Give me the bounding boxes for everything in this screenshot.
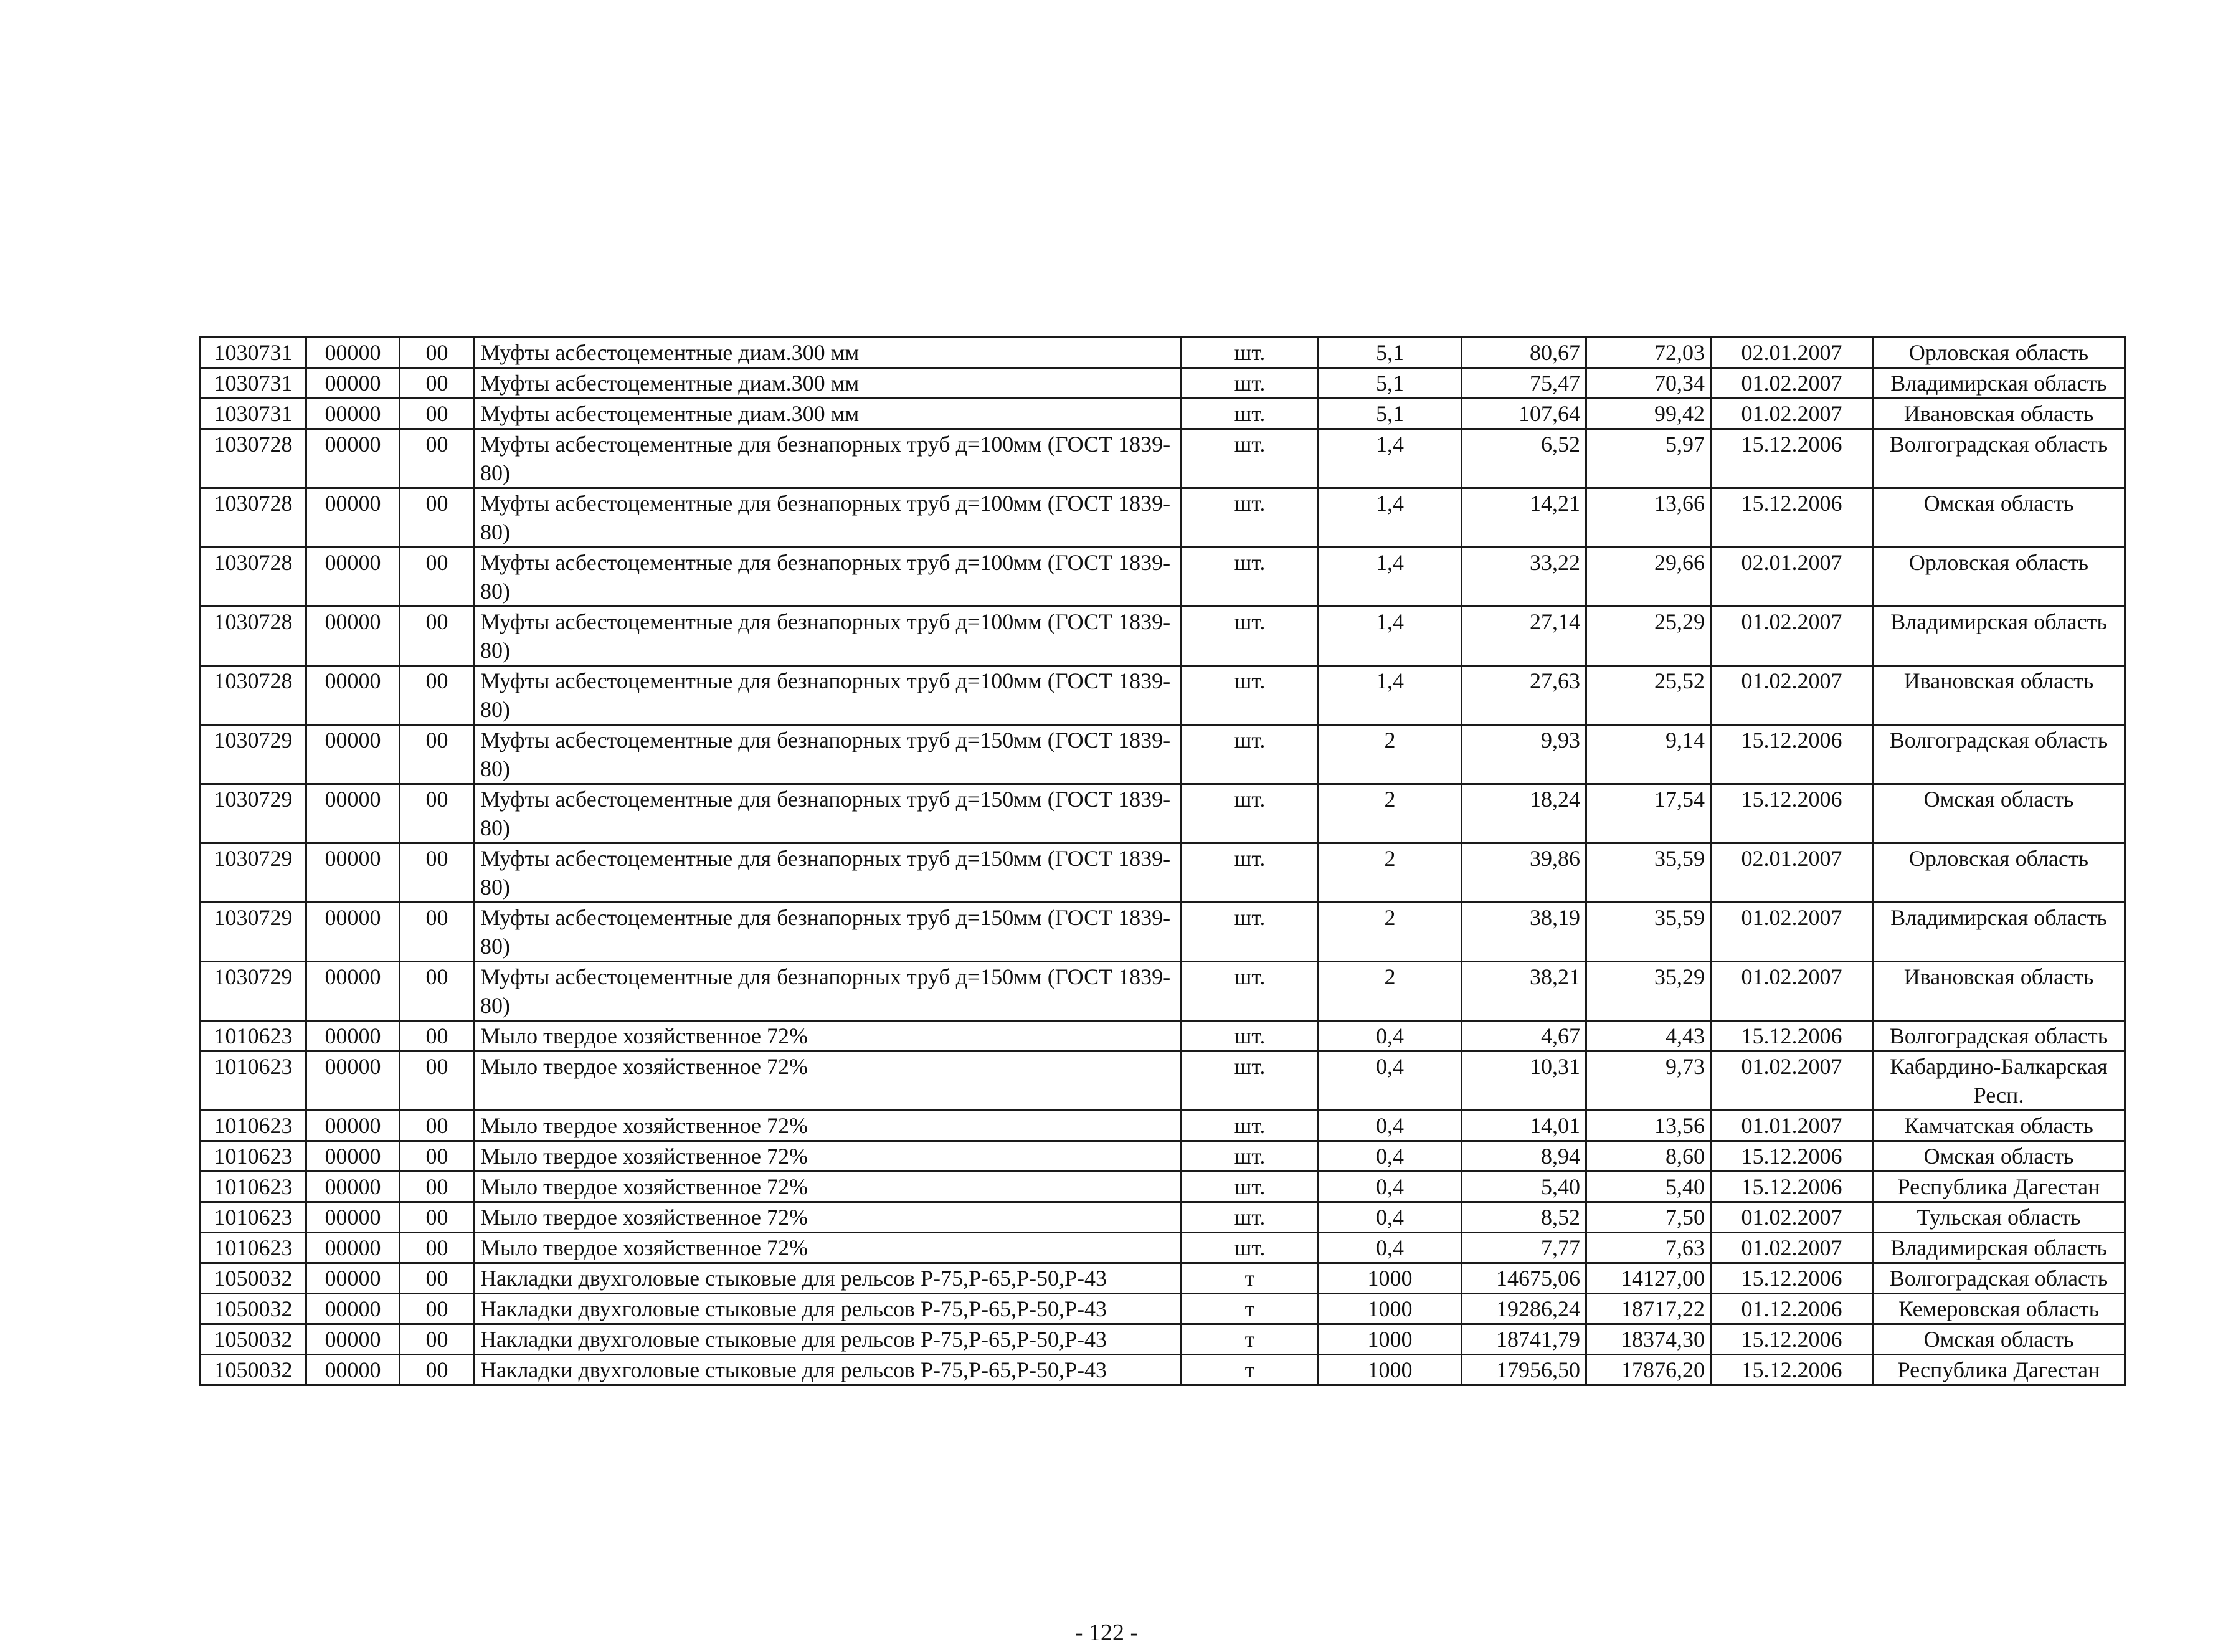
table-row: [201, 1233, 2125, 1263]
cell-code: 1030728: [201, 548, 306, 607]
cell-price1: 4,67: [1462, 1021, 1586, 1051]
cell-sub: 00000: [306, 1141, 400, 1172]
cell-qty: 5,1: [1319, 368, 1462, 399]
cell-sub: 00000: [306, 1111, 400, 1141]
cell-region: Владимирская область: [1873, 903, 2125, 962]
cell-qty: 2: [1319, 903, 1462, 962]
cell-region: Кабардино-Балкарская Респ.: [1873, 1051, 2125, 1111]
cell-name: Муфты асбестоцементные для безнапорных труб д=150мм (ГОСТ 1839-80): [475, 962, 1182, 1021]
cell-sub2: 00: [400, 1324, 475, 1355]
cell-price2: 14127,00: [1586, 1263, 1711, 1294]
cell-price2: 18374,30: [1586, 1324, 1711, 1355]
cell-qty: 1,4: [1319, 548, 1462, 607]
cell-unit: т: [1182, 1294, 1319, 1324]
cell-price1: 38,19: [1462, 903, 1586, 962]
table-row: [201, 1294, 2125, 1324]
cell-code: 1010623: [201, 1051, 306, 1111]
cell-code: 1030728: [201, 429, 306, 488]
table-row: [201, 1355, 2125, 1385]
cell-date: 15.12.2006: [1711, 725, 1873, 784]
cell-code: 1010623: [201, 1202, 306, 1233]
table-row: [201, 962, 2125, 1021]
cell-region: Ивановская область: [1873, 962, 2125, 1021]
cell-unit: шт.: [1182, 338, 1319, 368]
cell-price2: 9,14: [1586, 725, 1711, 784]
cell-unit: шт.: [1182, 1233, 1319, 1263]
cell-sub: 00000: [306, 368, 400, 399]
cell-unit: т: [1182, 1263, 1319, 1294]
cell-region: Омская область: [1873, 1324, 2125, 1355]
table-row: [201, 843, 2125, 903]
table-row: [201, 1263, 2125, 1294]
cell-qty: 1,4: [1319, 429, 1462, 488]
cell-code: 1050032: [201, 1324, 306, 1355]
cell-price2: 5,40: [1586, 1172, 1711, 1202]
cell-sub: 00000: [306, 1355, 400, 1385]
cell-name: Мыло твердое хозяйственное 72%: [475, 1202, 1182, 1233]
cell-price1: 80,67: [1462, 338, 1586, 368]
cell-region: Владимирская область: [1873, 1233, 2125, 1263]
cell-sub2: 00: [400, 843, 475, 903]
cell-price2: 9,73: [1586, 1051, 1711, 1111]
price-table: [199, 336, 2126, 1386]
cell-price2: 70,34: [1586, 368, 1711, 399]
cell-unit: шт.: [1182, 399, 1319, 429]
cell-code: 1010623: [201, 1141, 306, 1172]
cell-unit: шт.: [1182, 1111, 1319, 1141]
cell-price2: 7,50: [1586, 1202, 1711, 1233]
cell-sub: 00000: [306, 607, 400, 666]
cell-sub: 00000: [306, 1263, 400, 1294]
cell-name: Муфты асбестоцементные для безнапорных труб д=100мм (ГОСТ 1839-80): [475, 607, 1182, 666]
cell-unit: т: [1182, 1355, 1319, 1385]
cell-date: 15.12.2006: [1711, 1263, 1873, 1294]
cell-price1: 7,77: [1462, 1233, 1586, 1263]
cell-code: 1030728: [201, 488, 306, 548]
cell-qty: 2: [1319, 784, 1462, 843]
cell-sub2: 00: [400, 429, 475, 488]
cell-region: Волгоградская область: [1873, 1263, 2125, 1294]
cell-price2: 18717,22: [1586, 1294, 1711, 1324]
cell-name: Муфты асбестоцементные диам.300 мм: [475, 338, 1182, 368]
cell-code: 1030728: [201, 607, 306, 666]
cell-sub2: 00: [400, 488, 475, 548]
cell-code: 1050032: [201, 1294, 306, 1324]
cell-qty: 0,4: [1319, 1202, 1462, 1233]
cell-sub2: 00: [400, 368, 475, 399]
cell-date: 15.12.2006: [1711, 784, 1873, 843]
cell-sub2: 00: [400, 962, 475, 1021]
cell-region: Волгоградская область: [1873, 1021, 2125, 1051]
cell-name: Муфты асбестоцементные для безнапорных труб д=150мм (ГОСТ 1839-80): [475, 843, 1182, 903]
cell-name: Накладки двухголовые стыковые для рельсов Р-75,Р-65,Р-50,Р-43: [475, 1324, 1182, 1355]
cell-price1: 27,63: [1462, 666, 1586, 725]
cell-qty: 1000: [1319, 1263, 1462, 1294]
table-body: [201, 338, 2125, 1385]
cell-sub2: 00: [400, 1172, 475, 1202]
cell-sub2: 00: [400, 338, 475, 368]
cell-qty: 1,4: [1319, 666, 1462, 725]
cell-sub2: 00: [400, 725, 475, 784]
cell-date: 02.01.2007: [1711, 548, 1873, 607]
cell-date: 01.02.2007: [1711, 1233, 1873, 1263]
cell-sub2: 00: [400, 1233, 475, 1263]
cell-qty: 2: [1319, 843, 1462, 903]
cell-code: 1010623: [201, 1111, 306, 1141]
table-row: [201, 1172, 2125, 1202]
cell-date: 01.02.2007: [1711, 399, 1873, 429]
cell-date: 01.02.2007: [1711, 1202, 1873, 1233]
cell-name: Мыло твердое хозяйственное 72%: [475, 1051, 1182, 1111]
cell-price1: 38,21: [1462, 962, 1586, 1021]
table-row: [201, 903, 2125, 962]
cell-name: Мыло твердое хозяйственное 72%: [475, 1141, 1182, 1172]
cell-date: 01.02.2007: [1711, 1051, 1873, 1111]
cell-unit: шт.: [1182, 962, 1319, 1021]
cell-name: Муфты асбестоцементные для безнапорных труб д=100мм (ГОСТ 1839-80): [475, 429, 1182, 488]
cell-date: 15.12.2006: [1711, 1324, 1873, 1355]
cell-region: Республика Дагестан: [1873, 1355, 2125, 1385]
table-row: [201, 1324, 2125, 1355]
cell-date: 01.01.2007: [1711, 1111, 1873, 1141]
cell-sub2: 00: [400, 1111, 475, 1141]
cell-region: Камчатская область: [1873, 1111, 2125, 1141]
cell-code: 1050032: [201, 1355, 306, 1385]
cell-region: Волгоградская область: [1873, 429, 2125, 488]
cell-sub2: 00: [400, 1263, 475, 1294]
cell-qty: 1,4: [1319, 607, 1462, 666]
cell-code: 1030728: [201, 666, 306, 725]
table-row: [201, 548, 2125, 607]
cell-date: 01.02.2007: [1711, 962, 1873, 1021]
cell-sub: 00000: [306, 784, 400, 843]
cell-sub: 00000: [306, 1021, 400, 1051]
cell-sub: 00000: [306, 725, 400, 784]
cell-code: 1010623: [201, 1233, 306, 1263]
cell-sub: 00000: [306, 1294, 400, 1324]
table-row: [201, 338, 2125, 368]
cell-price1: 8,52: [1462, 1202, 1586, 1233]
cell-unit: шт.: [1182, 784, 1319, 843]
cell-sub: 00000: [306, 1051, 400, 1111]
cell-unit: шт.: [1182, 429, 1319, 488]
cell-sub2: 00: [400, 1202, 475, 1233]
cell-qty: 1000: [1319, 1324, 1462, 1355]
cell-price2: 13,56: [1586, 1111, 1711, 1141]
cell-code: 1030729: [201, 962, 306, 1021]
cell-sub: 00000: [306, 1202, 400, 1233]
cell-price1: 18741,79: [1462, 1324, 1586, 1355]
table-row: [201, 1111, 2125, 1141]
cell-price1: 10,31: [1462, 1051, 1586, 1111]
cell-sub2: 00: [400, 666, 475, 725]
cell-price2: 8,60: [1586, 1141, 1711, 1172]
cell-unit: шт.: [1182, 488, 1319, 548]
cell-sub2: 00: [400, 1294, 475, 1324]
cell-unit: шт.: [1182, 1141, 1319, 1172]
cell-unit: шт.: [1182, 1172, 1319, 1202]
cell-date: 02.01.2007: [1711, 843, 1873, 903]
cell-code: 1030731: [201, 368, 306, 399]
cell-region: Владимирская область: [1873, 368, 2125, 399]
cell-region: Орловская область: [1873, 548, 2125, 607]
table-row: [201, 1141, 2125, 1172]
cell-price1: 6,52: [1462, 429, 1586, 488]
cell-price1: 18,24: [1462, 784, 1586, 843]
cell-price2: 35,59: [1586, 843, 1711, 903]
cell-name: Муфты асбестоцементные для безнапорных труб д=100мм (ГОСТ 1839-80): [475, 488, 1182, 548]
cell-price2: 25,52: [1586, 666, 1711, 725]
cell-unit: шт.: [1182, 1051, 1319, 1111]
cell-price2: 7,63: [1586, 1233, 1711, 1263]
cell-sub: 00000: [306, 903, 400, 962]
cell-sub: 00000: [306, 548, 400, 607]
cell-sub2: 00: [400, 1141, 475, 1172]
cell-name: Муфты асбестоцементные для безнапорных труб д=100мм (ГОСТ 1839-80): [475, 548, 1182, 607]
cell-qty: 0,4: [1319, 1051, 1462, 1111]
cell-sub: 00000: [306, 338, 400, 368]
cell-name: Муфты асбестоцементные диам.300 мм: [475, 399, 1182, 429]
cell-sub: 00000: [306, 666, 400, 725]
cell-price1: 9,93: [1462, 725, 1586, 784]
cell-name: Накладки двухголовые стыковые для рельсов Р-75,Р-65,Р-50,Р-43: [475, 1355, 1182, 1385]
cell-qty: 2: [1319, 962, 1462, 1021]
cell-unit: шт.: [1182, 1202, 1319, 1233]
cell-unit: шт.: [1182, 1021, 1319, 1051]
cell-date: 15.12.2006: [1711, 1355, 1873, 1385]
cell-sub: 00000: [306, 843, 400, 903]
table-row: [201, 1021, 2125, 1051]
cell-sub2: 00: [400, 399, 475, 429]
cell-code: 1030731: [201, 399, 306, 429]
cell-qty: 0,4: [1319, 1172, 1462, 1202]
cell-qty: 5,1: [1319, 399, 1462, 429]
cell-qty: 2: [1319, 725, 1462, 784]
cell-price1: 39,86: [1462, 843, 1586, 903]
cell-price2: 13,66: [1586, 488, 1711, 548]
cell-name: Мыло твердое хозяйственное 72%: [475, 1021, 1182, 1051]
cell-code: 1050032: [201, 1263, 306, 1294]
cell-region: Тульская область: [1873, 1202, 2125, 1233]
cell-region: Омская область: [1873, 488, 2125, 548]
cell-name: Мыло твердое хозяйственное 72%: [475, 1172, 1182, 1202]
cell-name: Накладки двухголовые стыковые для рельсов Р-75,Р-65,Р-50,Р-43: [475, 1263, 1182, 1294]
table-row: [201, 429, 2125, 488]
cell-name: Мыло твердое хозяйственное 72%: [475, 1111, 1182, 1141]
cell-sub2: 00: [400, 1355, 475, 1385]
cell-region: Омская область: [1873, 1141, 2125, 1172]
cell-unit: шт.: [1182, 666, 1319, 725]
cell-code: 1030729: [201, 784, 306, 843]
cell-code: 1010623: [201, 1021, 306, 1051]
cell-qty: 1,4: [1319, 488, 1462, 548]
cell-region: Орловская область: [1873, 843, 2125, 903]
cell-date: 15.12.2006: [1711, 488, 1873, 548]
cell-qty: 0,4: [1319, 1233, 1462, 1263]
cell-date: 02.01.2007: [1711, 338, 1873, 368]
cell-price2: 4,43: [1586, 1021, 1711, 1051]
cell-unit: т: [1182, 1324, 1319, 1355]
cell-price1: 14675,06: [1462, 1263, 1586, 1294]
cell-name: Муфты асбестоцементные для безнапорных труб д=150мм (ГОСТ 1839-80): [475, 725, 1182, 784]
cell-unit: шт.: [1182, 548, 1319, 607]
table-row: [201, 725, 2125, 784]
cell-date: 01.02.2007: [1711, 607, 1873, 666]
table-row: [201, 1202, 2125, 1233]
cell-sub: 00000: [306, 429, 400, 488]
cell-price1: 14,21: [1462, 488, 1586, 548]
cell-name: Муфты асбестоцементные диам.300 мм: [475, 368, 1182, 399]
cell-region: Орловская область: [1873, 338, 2125, 368]
cell-region: Ивановская область: [1873, 666, 2125, 725]
cell-unit: шт.: [1182, 607, 1319, 666]
cell-code: 1010623: [201, 1172, 306, 1202]
cell-price2: 35,59: [1586, 903, 1711, 962]
table-row: [201, 368, 2125, 399]
cell-price2: 5,97: [1586, 429, 1711, 488]
cell-region: Омская область: [1873, 784, 2125, 843]
cell-date: 01.12.2006: [1711, 1294, 1873, 1324]
cell-sub2: 00: [400, 903, 475, 962]
cell-price1: 19286,24: [1462, 1294, 1586, 1324]
cell-sub2: 00: [400, 607, 475, 666]
cell-sub2: 00: [400, 1021, 475, 1051]
cell-date: 01.02.2007: [1711, 368, 1873, 399]
cell-unit: шт.: [1182, 725, 1319, 784]
cell-date: 15.12.2006: [1711, 1172, 1873, 1202]
cell-unit: шт.: [1182, 843, 1319, 903]
cell-price1: 107,64: [1462, 399, 1586, 429]
cell-price1: 14,01: [1462, 1111, 1586, 1141]
cell-name: Мыло твердое хозяйственное 72%: [475, 1233, 1182, 1263]
cell-sub: 00000: [306, 962, 400, 1021]
cell-name: Накладки двухголовые стыковые для рельсов Р-75,Р-65,Р-50,Р-43: [475, 1294, 1182, 1324]
cell-qty: 0,4: [1319, 1111, 1462, 1141]
cell-sub2: 00: [400, 1051, 475, 1111]
table-row: [201, 399, 2125, 429]
cell-qty: 5,1: [1319, 338, 1462, 368]
cell-sub2: 00: [400, 548, 475, 607]
cell-price2: 35,29: [1586, 962, 1711, 1021]
cell-sub: 00000: [306, 1172, 400, 1202]
cell-date: 15.12.2006: [1711, 1021, 1873, 1051]
cell-price2: 17876,20: [1586, 1355, 1711, 1385]
table-row: [201, 666, 2125, 725]
cell-price2: 17,54: [1586, 784, 1711, 843]
cell-region: Кемеровская область: [1873, 1294, 2125, 1324]
table-row: [201, 784, 2125, 843]
cell-code: 1030729: [201, 725, 306, 784]
cell-code: 1030729: [201, 903, 306, 962]
cell-qty: 1000: [1319, 1294, 1462, 1324]
cell-price2: 29,66: [1586, 548, 1711, 607]
table-row: [201, 1051, 2125, 1111]
cell-qty: 0,4: [1319, 1141, 1462, 1172]
table-row: [201, 607, 2125, 666]
table-row: [201, 488, 2125, 548]
cell-date: 15.12.2006: [1711, 1141, 1873, 1172]
cell-sub: 00000: [306, 399, 400, 429]
cell-date: 01.02.2007: [1711, 903, 1873, 962]
cell-name: Муфты асбестоцементные для безнапорных труб д=100мм (ГОСТ 1839-80): [475, 666, 1182, 725]
cell-sub: 00000: [306, 1233, 400, 1263]
cell-date: 15.12.2006: [1711, 429, 1873, 488]
cell-price1: 33,22: [1462, 548, 1586, 607]
cell-region: Волгоградская область: [1873, 725, 2125, 784]
cell-code: 1030729: [201, 843, 306, 903]
cell-price1: 75,47: [1462, 368, 1586, 399]
cell-region: Республика Дагестан: [1873, 1172, 2125, 1202]
cell-qty: 1000: [1319, 1355, 1462, 1385]
cell-code: 1030731: [201, 338, 306, 368]
cell-unit: шт.: [1182, 903, 1319, 962]
cell-region: Владимирская область: [1873, 607, 2125, 666]
cell-price1: 17956,50: [1462, 1355, 1586, 1385]
cell-price1: 5,40: [1462, 1172, 1586, 1202]
cell-price1: 8,94: [1462, 1141, 1586, 1172]
cell-sub2: 00: [400, 784, 475, 843]
cell-unit: шт.: [1182, 368, 1319, 399]
cell-sub: 00000: [306, 1324, 400, 1355]
cell-price2: 72,03: [1586, 338, 1711, 368]
cell-date: 01.02.2007: [1711, 666, 1873, 725]
cell-price2: 25,29: [1586, 607, 1711, 666]
cell-qty: 0,4: [1319, 1021, 1462, 1051]
cell-price1: 27,14: [1462, 607, 1586, 666]
cell-sub: 00000: [306, 488, 400, 548]
cell-price2: 99,42: [1586, 399, 1711, 429]
page-number: - 122 -: [1074, 1620, 1139, 1646]
cell-region: Ивановская область: [1873, 399, 2125, 429]
cell-name: Муфты асбестоцементные для безнапорных труб д=150мм (ГОСТ 1839-80): [475, 784, 1182, 843]
cell-name: Муфты асбестоцементные для безнапорных труб д=150мм (ГОСТ 1839-80): [475, 903, 1182, 962]
